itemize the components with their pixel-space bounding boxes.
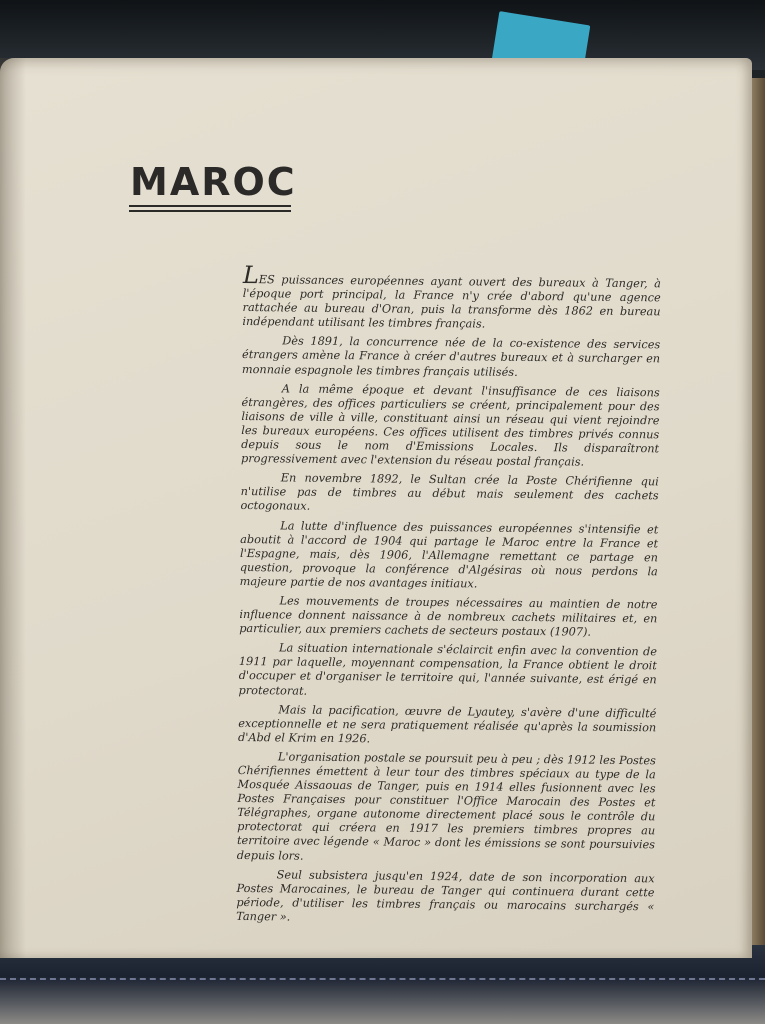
paragraph: Mais la pacification, œuvre de Lyautey, s'avère d'une difficulté exceptionnelle et ne sera pratiquement réalisée qu'après la soumission d'Abd el Krim en 1926. xyxy=(238,703,657,746)
paragraph: L'organisation postale se poursuit peu à peu ; dès 1912 les Postes Chérifiennes émettent à leur tour des timbres spéciaux au type de la Mosquée Aissaouas de Tanger, puis en 1914 elles fusionnent avec les Postes Françaises pour constituer l'Office Marocain des Postes et Télégraphes, organe autonome directement placé sous le contrôle du protectorat qui créera en 1917 les premiers timbres propres au territoire avec légende « Maroc » dont les émissions se sont poursuivies depuis lors. xyxy=(236,750,656,863)
paragraph: A la même époque et devant l'insuffisance de ces liaisons étrangères, des offices particuliers se créent, principalement pour des liaisons de ville à ville, constituant ainsi un réseau qui vient rejoindre les bureaux européens. Ces offices utilisent des timbres privés connus depuis sous le nom d'Emissions Locales. Ils disparaîtront progressivement avec l'extension du réseau postal français. xyxy=(240,382,660,469)
paragraph xyxy=(242,261,661,334)
paragraph-text: ES puissances européennes ayant ouvert des bureaux à Tanger, à l'époque port principal, la France n'y crée d'abord qu'une agence rattachée au bureau d'Oran, puis la transforme dès 1862 en bureau indépendant utilisant les timbres français. xyxy=(242,273,661,331)
paragraph: En novembre 1892, le Sultan crée la Poste Chérifienne qui n'utilise pas de timbres au début mais seulement des cachets octogonaux. xyxy=(240,471,659,514)
paragraph: La lutte d'influence des puissances européennes s'intensifie et aboutit à l'accord de 1904 qui partage le Maroc entre la France et l'Espagne, mais, dès 1906, l'Allemagne remettant ce partage en question, provoque la conférence d'Algésiras où nous perdons la majeure partie de nos avantages initiaux. xyxy=(239,518,659,591)
page-gutter-shadow xyxy=(0,58,26,958)
title-underline xyxy=(129,205,291,207)
paragraph: Dès 1891, la concurrence née de la co-existence des services étrangers amène la France à créer d'autres bureaux et à surcharger en monnaie espagnole les timbres français utilisés. xyxy=(241,334,661,379)
paragraph: Les mouvements de troupes nécessaires au maintien de notre influence donnent naissance à de nombreux cachets militaires et, en particulier, aux premiers cachets de secteurs postaux (1907). xyxy=(239,594,658,639)
paragraph: Seul subsistera jusqu'en 1924, date de son incorporation aux Postes Marocaines, le bureau de Tanger qui continuera durant cette période, d'utiliser les timbres français ou marocains surchargés « Tanger ». xyxy=(236,868,655,924)
title-underline-second xyxy=(129,210,291,212)
drop-cap: L xyxy=(242,261,260,290)
paragraph: La situation internationale s'éclaircit enfin avec la convention de 1911 par laquelle, moyennant compensation, la France obtient le droit d'occuper et d'organiser le territoire qui, l'année suivante, est érigé en protectorat. xyxy=(238,641,658,698)
page-title: MAROC xyxy=(130,160,297,204)
binder-stitching xyxy=(0,978,765,980)
article-body xyxy=(236,261,661,933)
